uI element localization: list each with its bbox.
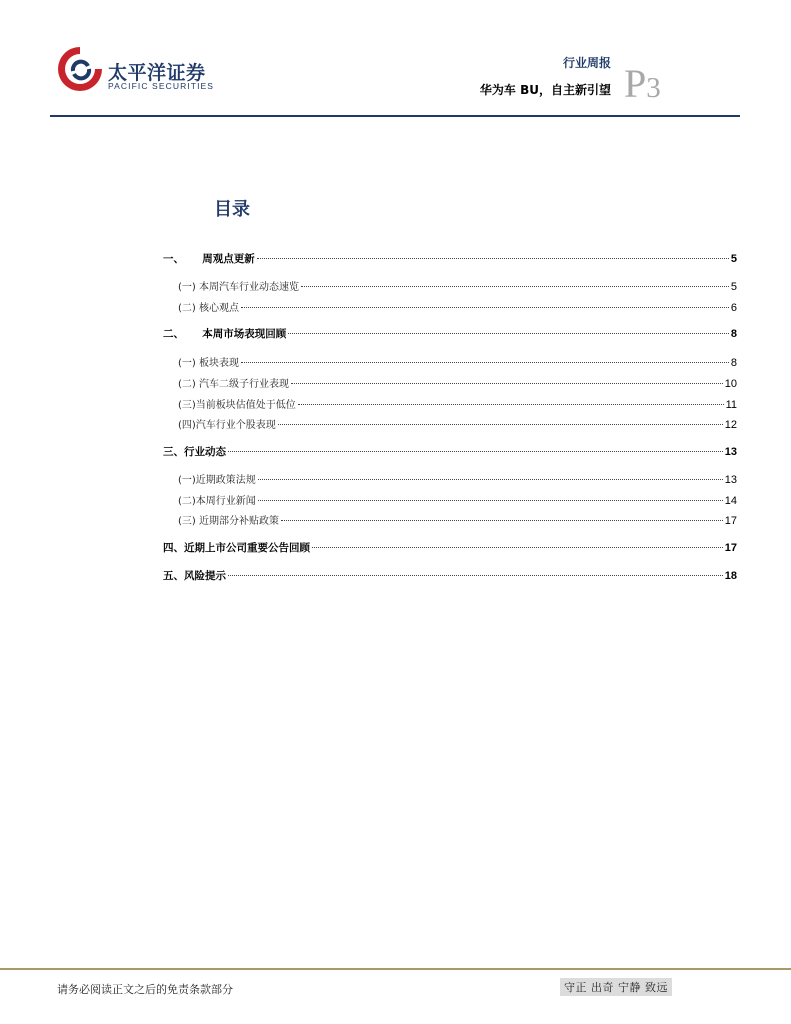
toc-entry[interactable] [178, 278, 737, 294]
toc-leader [228, 575, 723, 576]
brand-name-cn: 太平洋证券 [108, 62, 206, 84]
toc-entry-page: 12 [724, 419, 737, 431]
page-number [624, 60, 661, 107]
toc-leader [241, 307, 729, 308]
toc-entry-text: (二)本周行业新闻 [178, 496, 256, 507]
toc-leader [258, 479, 723, 480]
toc-entry-page: 5 [730, 253, 737, 265]
toc-leader [241, 362, 729, 363]
toc-entry-page: 6 [730, 302, 737, 314]
toc-entry-page: 17 [724, 542, 737, 554]
company-logo [55, 44, 105, 94]
toc-entry-text: (三)当前板块估值处于低位 [178, 400, 296, 411]
toc-entry-page: 11 [725, 399, 737, 411]
company-motto: 守正 出奇 宁静 致远 [560, 978, 672, 996]
toc-entry-text: (三) 近期部分补贴政策 [178, 516, 279, 527]
toc-entry-page: 13 [724, 474, 737, 486]
toc-entry-text: (一)近期政策法规 [178, 475, 256, 486]
toc-leader [257, 258, 729, 259]
footer-divider [0, 968, 791, 970]
toc-entry[interactable] [178, 492, 737, 508]
toc-entry-page: 17 [724, 515, 737, 527]
page-letter: P [624, 61, 647, 106]
disclaimer-text: 请务必阅读正文之后的免责条款部分 [57, 983, 233, 996]
toc-entry[interactable] [178, 299, 737, 315]
toc-entry[interactable] [178, 416, 737, 432]
page-digit: 3 [646, 72, 661, 104]
toc-entry-text: (二) 汽车二级子行业表现 [178, 379, 289, 390]
toc-leader [281, 520, 723, 521]
toc-entry-text: 三、行业动态 [163, 446, 226, 458]
toc-leader [291, 383, 723, 384]
toc-entry-page: 10 [724, 378, 737, 390]
toc-entry-page: 18 [724, 570, 737, 582]
toc-entry-text: (四)汽车行业个股表现 [178, 420, 276, 431]
toc-leader [258, 500, 723, 501]
toc-entry[interactable] [163, 326, 737, 342]
toc-entry-page: 14 [724, 495, 737, 507]
toc-entry-page: 8 [730, 328, 737, 340]
toc-entry-page: 5 [730, 281, 737, 293]
toc-leader [288, 333, 729, 334]
toc-leader [312, 547, 723, 548]
toc-leader [298, 404, 724, 405]
toc-entry[interactable] [178, 375, 737, 391]
header-divider [50, 115, 740, 117]
toc-entry[interactable] [163, 444, 737, 460]
toc-entry[interactable] [178, 396, 737, 412]
brand-name-en: PACIFIC SECURITIES [108, 81, 215, 91]
toc-entry[interactable] [178, 471, 737, 487]
toc-entry-page: 8 [730, 357, 737, 369]
toc-entry-text: (二) 核心观点 [178, 303, 239, 314]
toc-entry-text: (一) 本周汽车行业动态速览 [178, 282, 299, 293]
toc-heading: 目录 [214, 199, 250, 220]
toc-entry-text: 一、 周观点更新 [163, 253, 255, 265]
toc-leader [301, 286, 729, 287]
report-title: 华为车 BU，自主新引望 [479, 83, 611, 97]
toc-entry[interactable] [163, 540, 737, 556]
toc-entry-text: 二、 本周市场表现回顾 [163, 328, 287, 340]
toc-entry-page: 13 [724, 446, 737, 458]
toc-leader [278, 424, 723, 425]
toc-entry-text: 四、近期上市公司重要公告回顾 [163, 542, 310, 554]
toc-leader [228, 451, 723, 452]
toc-entry[interactable] [178, 354, 737, 370]
toc-entry[interactable] [163, 568, 737, 584]
toc-entry[interactable] [163, 251, 737, 267]
report-type: 行业周报 [562, 56, 611, 70]
toc-entry-text: 五、风险提示 [163, 570, 226, 582]
toc-entry-text: (一) 板块表现 [178, 358, 239, 369]
toc-entry[interactable] [178, 512, 737, 528]
